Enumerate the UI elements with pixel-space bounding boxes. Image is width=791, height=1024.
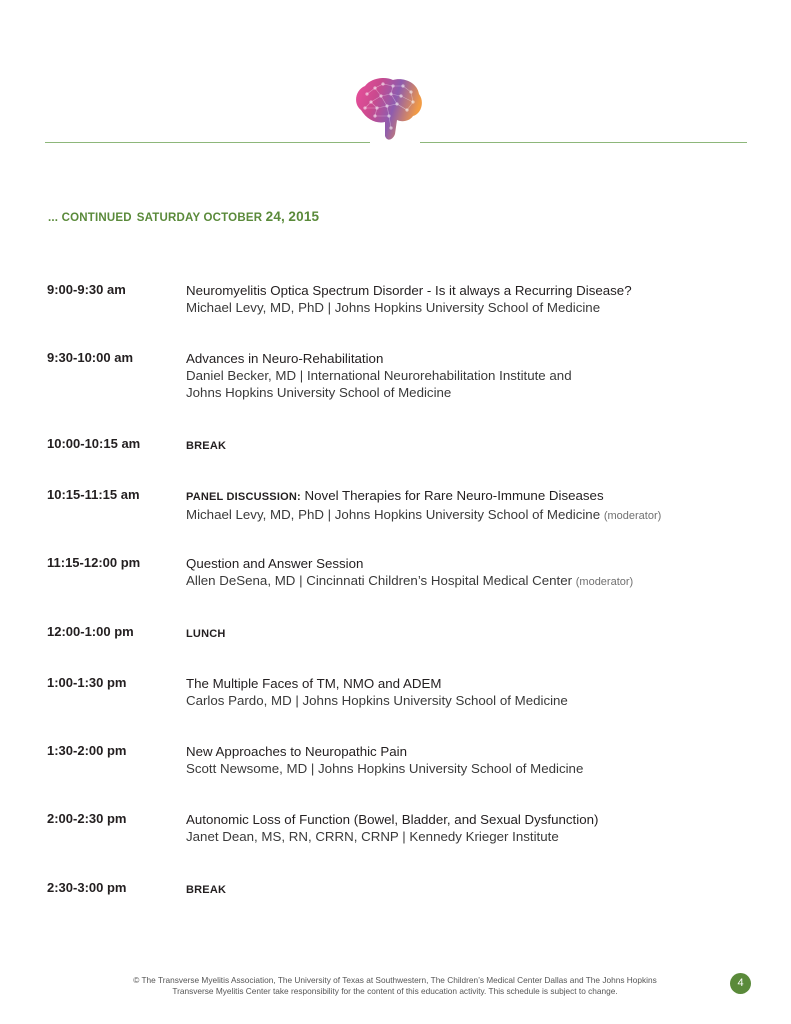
session-title: Neuromyelitis Optica Spectrum Disorder - Is it always a Recurring Disease? — [186, 283, 632, 298]
session-speaker: Allen DeSena, MD | Cincinnati Children’s Hospital Medical Center — [186, 573, 573, 588]
session-speaker: Carlos Pardo, MD | Johns Hopkins University School of Medicine — [186, 693, 568, 708]
day-label: SATURDAY OCTOBER — [136, 212, 263, 224]
session-title: New Approaches to Neuropathic Pain — [186, 744, 408, 759]
header-rule-left — [45, 142, 370, 143]
continued-label: ... CONTINUED — [48, 212, 132, 224]
session-speaker: Michael Levy, MD, PhD | Johns Hopkins University School of Medicine — [186, 507, 601, 522]
page-number-badge: 4 — [730, 973, 751, 994]
session-title: The Multiple Faces of TM, NMO and ADEM — [186, 676, 442, 691]
session-time: 12:00-1:00 pm — [47, 624, 134, 639]
session-speaker: Scott Newsome, MD | Johns Hopkins University School of Medicine — [186, 761, 584, 776]
session-title: Novel Therapies for Rare Neuro-Immune Diseases — [304, 488, 604, 503]
session-speaker: Daniel Becker, MD | International Neurorehabilitation Institute and — [186, 368, 572, 383]
panel-discussion-label: PANEL DISCUSSION: — [186, 491, 301, 503]
section-subheading — [48, 209, 319, 224]
brain-logo-icon — [351, 76, 425, 144]
lunch-label: LUNCH — [186, 628, 226, 640]
session-speaker-continued: Johns Hopkins University School of Medicine — [186, 385, 452, 400]
footer-disclaimer — [70, 975, 720, 997]
session-time: 11:15-12:00 pm — [47, 555, 141, 570]
session-time: 2:30-3:00 pm — [47, 880, 127, 895]
date-number: 24, — [265, 209, 285, 224]
footer-line-2: Transverse Myelitis Center take responsibility for the content of this education activity. This schedule is subject to change. — [172, 986, 618, 996]
break-label: BREAK — [186, 440, 227, 452]
session-time: 10:15-11:15 am — [47, 487, 140, 502]
session-title: Advances in Neuro-Rehabilitation — [186, 351, 384, 366]
session-speaker: Janet Dean, MS, RN, CRRN, CRNP | Kennedy Krieger Institute — [186, 829, 559, 844]
moderator-note: (moderator) — [575, 576, 634, 588]
session-title: Question and Answer Session — [186, 556, 364, 571]
moderator-note: (moderator) — [603, 510, 662, 522]
session-time: 9:30-10:00 am — [47, 350, 133, 365]
session-title: Autonomic Loss of Function (Bowel, Bladder, and Sexual Dysfunction) — [186, 812, 599, 827]
session-time: 9:00-9:30 am — [47, 282, 126, 297]
session-time: 1:00-1:30 pm — [47, 675, 127, 690]
session-time: 10:00-10:15 am — [47, 436, 141, 451]
session-speaker: Michael Levy, MD, PhD | Johns Hopkins University School of Medicine — [186, 300, 601, 315]
break-label: BREAK — [186, 884, 227, 896]
session-time: 1:30-2:00 pm — [47, 743, 127, 758]
header-rule-right — [420, 142, 747, 143]
year-label: 2015 — [288, 209, 320, 224]
session-time: 2:00-2:30 pm — [47, 811, 127, 826]
footer-line-1: © The Transverse Myelitis Association, The University of Texas at Southwestern, The Children’s Medical Center Dallas and The Johns Hopkins — [133, 975, 657, 985]
